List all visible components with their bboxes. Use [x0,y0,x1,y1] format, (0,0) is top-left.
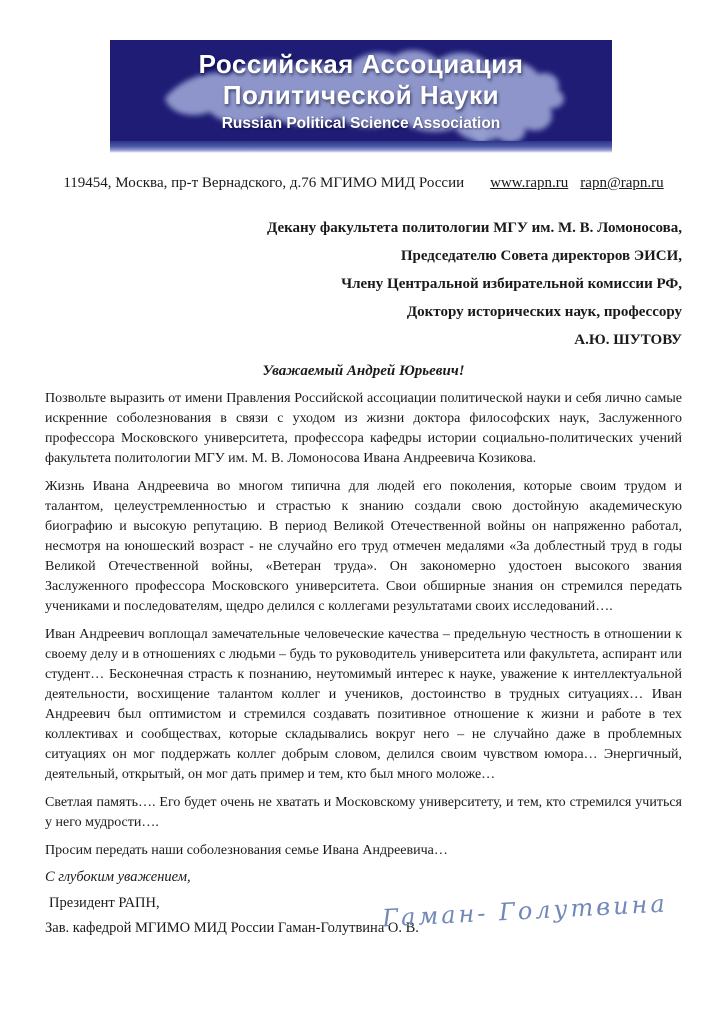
recipient-line: Доктору исторических наук, профессору [406,304,682,320]
postal-address: 119454, Москва, пр-т Вернадского, д.76 МГИМО МИД России [63,175,465,191]
letter-paragraph: Позвольте выразить от имени Правления Российской ассоциации политической науки и себя лично самые искренние соболезнования в связи с уходом из жизни доктора философских наук, Заслуженного профессора Московского университета, профессора кафедры истории социально-политических учений факультета политологии МГУ им. М. В. Ломоносова Ивана Андреевича Козикова. [45,391,682,466]
salutation: Уважаемый Андрей Юрьевич! [262,363,465,379]
banner-title-line2: Политической Науки [222,79,500,110]
letter-paragraph: Светлая память…. Его будет очень не хватать и Московскому университету, и тем, кто стремился учиться у него мудрости…. [45,795,682,830]
signoff-role-line-1: Президент РАПН, [49,895,160,911]
website-link[interactable]: www.rapn.ru [490,175,569,191]
recipient-line: Декану факультета политологии МГУ им. М. В. Ломоносова, [266,220,682,236]
signoff-role-line-2: Зав. кафедрой МГИМО МИД России Гаман-Голутвина О. В. [45,920,419,936]
recipient-name: А.Ю. ШУТОВУ [574,332,682,348]
banner-title-line1: Российская Ассоциация [198,48,524,79]
letter-paragraph: Просим передать наши соболезнования семье Ивана Андреевича… [45,843,448,858]
recipient-line: Члену Центральной избирательной комиссии РФ, [341,276,682,292]
letter-paragraph: Жизнь Ивана Андреевича во многом типична для людей его поколения, которые своим трудом и талантом, целеустремленностью и страстью к знанию создали свою достойную академическую биографию и высокую репутацию. В период Великой Отечественной войны он напряженно работал, несмотря на юношеский возраст - не случайно его труд отмечен медалями «За доблестный труд в годы Великой Отечественной войны, «Ветеран труда». Он закономерно удостоен высокого звания Заслуженного профессора Московского университета. Свои обширные знания он стремился передать учениками и последователям, щедро делился с коллегами результатами своих исследований…. [45,479,682,614]
letter-paragraph: Иван Андреевич воплощал замечательные человеческие качества – предельную честность в отношении к своему делу и в отношениях с людьми – будь то руководитель университета или факультета, аспирант или студент… Бесконечная страсть к познанию, неутомимый интерес к науке, уважение к интеллектуальной деятельности, восхищение талантом коллег и учеников, достоинство в трудных ситуациях… Иван Андреевич был оптимистом и стремился создавать позитивное отношение к жизни и работе в тех коллективах и сообществах, которые складывались вокруг него – не случайно даже в проблемных ситуациях он мог поддержать коллег добрым словом, делился своим чувством юмора… Энергичный, деятельный, открытый, он мог дать пример и тем, кто был много моложе… [45,627,682,782]
banner-subtitle: Russian Political Science Association [221,114,501,132]
recipient-block [45,214,682,354]
contact-line [45,175,682,192]
handwritten-signature: Гаман- Голутвина [381,889,669,933]
rapn-letterhead-banner [110,40,612,153]
closing-phrase: С глубоким уважением, [45,869,191,885]
banner-bottom-strip [110,141,612,153]
letter-body [45,389,682,861]
banner-background [110,40,612,141]
recipient-line: Председателю Совета директоров ЭИСИ, [400,248,682,264]
email-link[interactable]: rapn@rapn.ru [580,175,664,191]
signoff-block [45,891,682,941]
